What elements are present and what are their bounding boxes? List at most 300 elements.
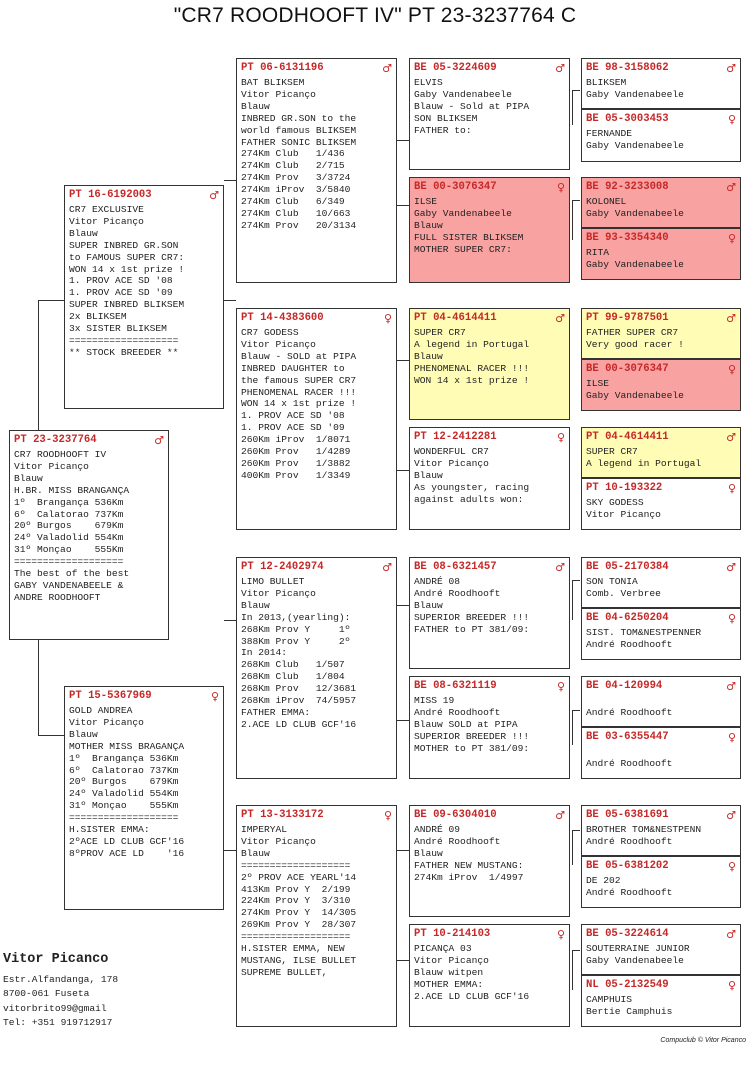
ring-number [586, 481, 662, 496]
pedigree-line: 3x SISTER BLIKSEM [69, 323, 167, 335]
ring-code: 08-6321119 [433, 680, 497, 692]
pedigree-line: 6º Calatorao 737Km [69, 764, 179, 776]
ring-number [69, 689, 152, 704]
ring-number-header [586, 927, 736, 942]
pedigree-line: 268Km Prov Y 1º [241, 623, 351, 635]
connector-line [224, 180, 236, 181]
pedigree-line: MOTHER EMMA: [414, 978, 484, 990]
country-code: BE [586, 62, 599, 74]
pedigree-card-ggg-16 [581, 975, 741, 1027]
pedigree-line: FATHER to: [414, 124, 472, 136]
pedigree-line: 1º Brangança 536Km [69, 752, 179, 764]
pedigree-line: Gaby Vandenabeele [586, 954, 684, 966]
pedigree-line: WON 14 x 1st prize ! [69, 263, 185, 275]
ring-number-header [586, 808, 736, 823]
country-code: PT [69, 690, 82, 702]
connector-line [224, 620, 236, 621]
pedigree-card-sire-sire [236, 58, 397, 283]
female-symbol-icon: ♀ [556, 181, 565, 194]
pedigree-card-gg-8 [409, 924, 570, 1027]
country-code: BE [414, 680, 427, 692]
pedigree-line: SKY GODESS [586, 497, 644, 508]
pedigree-line: As youngster, racing [414, 481, 530, 493]
pedigree-card-ggg-6 [581, 359, 741, 411]
pedigree-card-ggg-11 [581, 676, 741, 727]
ring-number [414, 61, 497, 76]
pedigree-line: 274Km iProv 3/5840 [241, 184, 351, 196]
connector-line [572, 90, 573, 125]
country-code: PT [69, 189, 82, 201]
ring-number-header [586, 362, 736, 377]
pedigree-line: =================== [241, 859, 351, 871]
country-code: BE [586, 232, 599, 244]
pedigree-line: André Roodhooft [586, 886, 673, 898]
male-symbol-icon: ♂ [726, 181, 736, 194]
pedigree-line: FATHER NEW MUSTANG: [414, 859, 524, 871]
country-code: PT [14, 434, 27, 446]
pedigree-line: Vitor Picanço [241, 587, 316, 599]
pedigree-line: Gaby Vandenabeele [414, 207, 512, 219]
pedigree-line: DE 202 [586, 875, 621, 886]
country-code: BE [586, 928, 599, 940]
male-symbol-icon: ♂ [726, 312, 736, 325]
pedigree-line: A legend in Portugal [414, 338, 530, 350]
pedigree-line: 2.ACE LD CLUB GCF'16 [414, 990, 530, 1002]
pedigree-line: H.SISTER EMMA: [69, 824, 150, 836]
pedigree-line: Blauw [69, 227, 98, 239]
pedigree-line: Blauw - Sold at PIPA [414, 100, 530, 112]
male-symbol-icon: ♂ [555, 561, 565, 574]
pedigree-line [586, 746, 736, 758]
male-symbol-icon: ♂ [154, 434, 164, 447]
ring-number [414, 927, 490, 942]
ring-code: 16-6192003 [88, 189, 152, 201]
country-code: PT [241, 312, 254, 324]
pedigree-line: 268Km iProv 74/5957 [241, 695, 357, 707]
pedigree-line: ** STOCK BREEDER ** [69, 346, 179, 358]
country-code: BE [414, 809, 427, 821]
ring-code: 03-6355447 [605, 731, 669, 743]
pedigree-line: MOTHER MISS BRAGANÇA [69, 740, 185, 752]
pedigree-line: 274Km Club 2/715 [241, 160, 345, 172]
ring-number-header [14, 433, 164, 448]
pedigree-line: SUPER INBRED BLIKSEM [69, 299, 185, 311]
female-symbol-icon: ♀ [727, 232, 736, 245]
ring-number-header [241, 560, 392, 575]
pedigree-line: FERNANDE [586, 128, 633, 139]
ring-code: 12-2412281 [433, 431, 497, 443]
pedigree-line: INBRED GR.SON to the [241, 112, 357, 124]
country-code: BE [414, 181, 427, 193]
ring-number-header [586, 231, 736, 246]
pedigree-line: 2.ACE LD CLUB GCF'16 [241, 718, 357, 730]
ring-code: 08-6321457 [433, 561, 497, 573]
ring-number-header [69, 689, 219, 704]
pedigree-line: CR7 ROODHOOFT IV [14, 449, 107, 460]
owner-email: vitorbrito99@gmail [3, 1002, 107, 1014]
pedigree-card-sire-dam [236, 308, 397, 530]
connector-line [572, 200, 580, 201]
ring-number-header [414, 560, 565, 575]
pedigree-line: 274Km Club 10/663 [241, 207, 351, 219]
connector-line [572, 200, 573, 240]
male-symbol-icon: ♂ [555, 809, 565, 822]
pedigree-card-gg-5 [409, 557, 570, 669]
ring-code: 00-3076347 [433, 181, 497, 193]
pedigree-line: André Roodhooft [414, 835, 501, 847]
pedigree-line: GABY VANDENABEELE & [14, 579, 124, 591]
owner-contact-block [3, 952, 203, 1031]
ring-code: 93-3354340 [605, 232, 669, 244]
pedigree-line: FULL SISTER BLIKSEM [414, 231, 524, 243]
pedigree-line: Blauw [241, 100, 270, 112]
female-symbol-icon: ♀ [556, 431, 565, 444]
connector-line [572, 830, 573, 865]
pedigree-line: PHENOMENAL RACER !!! [414, 362, 530, 374]
ring-number [586, 927, 669, 942]
country-code: BE [586, 561, 599, 573]
ring-number-header [586, 180, 736, 195]
male-symbol-icon: ♂ [209, 189, 219, 202]
pedigree-card-sire [64, 185, 224, 409]
pedigree-line: Blauw [241, 599, 270, 611]
connector-line [38, 300, 39, 430]
country-code: BE [586, 731, 599, 743]
pedigree-line: 2x BLIKSEM [69, 311, 127, 323]
country-code: PT [414, 431, 427, 443]
connector-line [572, 580, 573, 620]
pedigree-line: BLIKSEM [586, 77, 627, 88]
pedigree-card-ggg-3 [581, 177, 741, 228]
footer-credit: Compuclub © Vitor Picanco [660, 1037, 746, 1044]
ring-code: 05-2132549 [605, 979, 669, 991]
pedigree-card-ggg-5 [581, 308, 741, 359]
ring-number-header [586, 560, 736, 575]
pedigree-line: MISS 19 [414, 695, 455, 706]
pedigree-line: In 2013,(yearling): [241, 611, 351, 623]
pedigree-line: BROTHER TOM&NESTPENN [586, 824, 702, 835]
ring-number [69, 188, 152, 203]
ring-number-header [414, 430, 565, 445]
pedigree-line: 260Km iProv 1/8071 [241, 434, 351, 446]
pedigree-line: ANDRÉ 09 [414, 824, 461, 835]
country-code: PT [586, 431, 599, 443]
ring-number [586, 112, 669, 127]
connector-line [572, 710, 580, 711]
male-symbol-icon: ♂ [555, 62, 565, 75]
country-code: BE [586, 181, 599, 193]
ring-code: 10-214103 [433, 928, 491, 940]
pedigree-line: the famous SUPER CR7 [241, 374, 357, 386]
ring-number [414, 808, 497, 823]
pedigree-line: Vitor Picanço [241, 338, 316, 350]
ring-number [586, 978, 669, 993]
country-code: BE [414, 561, 427, 573]
female-symbol-icon: ♀ [727, 612, 736, 625]
pedigree-line: INBRED DAUGHTER to [241, 362, 345, 374]
pedigree-line: CR7 GODESS [241, 327, 299, 338]
pedigree-line: Vitor Picanço [69, 215, 144, 227]
pedigree-line: Blauw - SOLD at PIPA [241, 350, 357, 362]
connector-line [572, 950, 580, 951]
country-code: PT [414, 928, 427, 940]
ring-number-header [241, 61, 392, 76]
pedigree-line: 268Km Club 1/507 [241, 659, 345, 671]
pedigree-line: ELVIS [414, 77, 443, 88]
connector-line [38, 735, 64, 736]
ring-number [586, 808, 669, 823]
pedigree-line: Very good racer ! [586, 338, 684, 350]
ring-code: 05-6381691 [605, 809, 669, 821]
ring-number [586, 311, 669, 326]
connector-line [572, 830, 580, 831]
pedigree-line: 2ºACE LD CLUB GCF'16 [69, 835, 185, 847]
female-symbol-icon: ♀ [727, 113, 736, 126]
pedigree-card-ggg-10 [581, 608, 741, 660]
pedigree-line [586, 695, 736, 707]
pedigree-line: Blauw [414, 469, 443, 481]
pedigree-line: Gaby Vandenabeele [414, 88, 512, 100]
pedigree-card-ggg-8 [581, 478, 741, 530]
ring-number-header [586, 61, 736, 76]
country-code: PT [241, 62, 254, 74]
pedigree-card-ggg-15 [581, 924, 741, 975]
pedigree-card-gg-3 [409, 308, 570, 420]
ring-number [414, 560, 497, 575]
owner-address: Estr.Alfandanga, 178 [3, 974, 119, 985]
connector-line [572, 580, 580, 581]
connector-line [397, 140, 409, 141]
pedigree-line: H.BR. MISS BRANGANÇA [14, 484, 130, 496]
female-symbol-icon: ♀ [383, 312, 392, 325]
pedigree-line: Vitor Picanço [414, 954, 489, 966]
pedigree-line: Blauw witpen [414, 966, 484, 978]
pedigree-line: WONDERFUL CR7 [414, 446, 489, 457]
ring-code: 06-6131196 [260, 62, 324, 74]
ring-code: 05-3224609 [433, 62, 497, 74]
owner-phone: Tel: +351 919712917 [3, 1017, 113, 1029]
pedigree-card-ggg-12 [581, 727, 741, 779]
ring-code: 09-6304010 [433, 809, 497, 821]
pedigree-line: Blauw [414, 599, 443, 611]
pedigree-line: SUPER CR7 [414, 327, 466, 338]
connector-line [397, 470, 409, 471]
pedigree-line: 274Km Club 1/436 [241, 148, 345, 160]
female-symbol-icon: ♀ [556, 680, 565, 693]
pedigree-line: LIMO BULLET [241, 576, 305, 587]
male-symbol-icon: ♂ [726, 62, 736, 75]
pedigree-line: against adults won: [414, 493, 524, 505]
pedigree-card-ggg-13 [581, 805, 741, 856]
ring-number [414, 311, 497, 326]
female-symbol-icon: ♀ [727, 363, 736, 376]
pedigree-line: =================== [69, 812, 179, 824]
ring-code: 05-6381202 [605, 860, 669, 872]
pedigree-line: Gaby Vandenabeele [586, 207, 684, 219]
male-symbol-icon: ♂ [726, 809, 736, 822]
pedigree-card-dam [64, 686, 224, 910]
pedigree-line: Blauw [414, 350, 443, 362]
ring-number [414, 430, 497, 445]
ring-code: 12-2402974 [260, 561, 324, 573]
pedigree-line: 274Km Prov 20/3134 [241, 219, 357, 231]
pedigree-line: BAT BLIKSEM [241, 77, 305, 88]
ring-number-header [586, 611, 736, 626]
country-code: BE [586, 612, 599, 624]
ring-code: 14-4383600 [260, 312, 324, 324]
pedigree-line: Gaby Vandenabeele [586, 139, 684, 151]
pedigree-line: 31º Monçao 555Km [14, 544, 124, 556]
pedigree-card-gg-6 [409, 676, 570, 779]
pedigree-line: 31º Monçao 555Km [69, 800, 179, 812]
pedigree-line: 274Km iProv 1/4997 [414, 871, 524, 883]
pedigree-line: WON 14 x 1st prize ! [414, 374, 530, 386]
pedigree-line: 1. PROV ACE SD '08 [241, 410, 345, 422]
ring-code: 04-4614411 [433, 312, 497, 324]
ring-number-header [241, 808, 392, 823]
pedigree-line: FATHER EMMA: [241, 706, 311, 718]
pedigree-line: Blauw [241, 847, 270, 859]
ring-number [414, 679, 497, 694]
pedigree-line: André Roodhooft [586, 638, 673, 650]
pedigree-line: MOTHER SUPER CR7: [414, 243, 512, 255]
pedigree-line: SON BLIKSEM [414, 112, 478, 124]
pedigree-card-ggg-14 [581, 856, 741, 908]
pedigree-line: SOUTERRAINE JUNIOR [586, 943, 690, 954]
ring-code: 04-4614411 [605, 431, 669, 443]
pedigree-line: Comb. Verbree [586, 587, 661, 599]
ring-number [241, 808, 324, 823]
ring-code: 13-3133172 [260, 809, 324, 821]
pedigree-line: 268Km Prov 12/3681 [241, 683, 357, 695]
ring-number [586, 362, 669, 377]
male-symbol-icon: ♂ [726, 928, 736, 941]
country-code: PT [586, 312, 599, 324]
pedigree-card-ggg-9 [581, 557, 741, 608]
ring-code: 05-3003453 [605, 113, 669, 125]
pedigree-line: Vitor Picanço [14, 460, 89, 472]
country-code: NL [586, 979, 599, 991]
country-code: PT [586, 482, 599, 494]
ring-number-header [586, 430, 736, 445]
pedigree-line: 24º Valadolid 554Km [69, 788, 179, 800]
female-symbol-icon: ♀ [556, 928, 565, 941]
connector-line [397, 605, 409, 606]
male-symbol-icon: ♂ [555, 312, 565, 325]
ring-number [586, 61, 669, 76]
ring-number [586, 231, 669, 246]
pedigree-line: 20º Burgos 679Km [69, 776, 179, 788]
ring-code: 99-9787501 [605, 312, 669, 324]
pedigree-card-subject [9, 430, 169, 640]
country-code: BE [586, 363, 599, 375]
ring-number-header [586, 112, 736, 127]
pedigree-line: 1º Brangança 536Km [14, 496, 124, 508]
pedigree-line: André Roodhooft [414, 706, 501, 718]
country-code: BE [586, 113, 599, 125]
ring-code: 92-3233008 [605, 181, 669, 193]
connector-line [397, 720, 409, 721]
pedigree-card-gg-2 [409, 177, 570, 283]
pedigree-card-ggg-4 [581, 228, 741, 280]
pedigree-line: MUSTANG, ILSE BULLET [241, 954, 357, 966]
ring-code: 98-3158062 [605, 62, 669, 74]
pedigree-line: ANDRÉ 08 [414, 576, 461, 587]
pedigree-line: Vitor Picanço [69, 716, 144, 728]
pedigree-line: ILSE [414, 196, 438, 207]
pedigree-line: 1. PROV ACE SD '09 [69, 287, 173, 299]
female-symbol-icon: ♀ [727, 482, 736, 495]
ring-number [586, 430, 669, 445]
pedigree-line: MOTHER to PT 381/09: [414, 742, 530, 754]
ring-code: 04-120994 [605, 680, 663, 692]
pedigree-line: PHENOMENAL RACER !!! [241, 386, 357, 398]
pedigree-line: KOLONEL [586, 196, 627, 207]
pedigree-line: Vitor Picanço [586, 508, 661, 520]
ring-code: 15-5367969 [88, 690, 152, 702]
connector-line [38, 300, 64, 301]
pedigree-line: André Roodhooft [586, 706, 673, 718]
pedigree-line: 224Km Prov Y 3/310 [241, 895, 351, 907]
pedigree-line: =================== [69, 334, 179, 346]
ring-number-header [414, 927, 565, 942]
pedigree-line: FATHER SUPER CR7 [586, 327, 679, 338]
connector-line [397, 205, 409, 206]
pedigree-line: world famous BLIKSEM [241, 124, 357, 136]
pedigree-line: 269Km Prov Y 28/307 [241, 919, 357, 931]
pedigree-card-ggg-7 [581, 427, 741, 478]
male-symbol-icon: ♂ [382, 561, 392, 574]
male-symbol-icon: ♂ [726, 680, 736, 693]
ring-number [241, 311, 324, 326]
pedigree-line: André Roodhooft [586, 757, 673, 769]
pedigree-line: 8ºPROV ACE LD '16 [69, 847, 185, 859]
ring-number-header [586, 481, 736, 496]
pedigree-line: FATHER to PT 381/09: [414, 623, 530, 635]
pedigree-line: 400Km Prov 1/3349 [241, 469, 351, 481]
pedigree-line: WON 14 x 1st prize ! [241, 398, 357, 410]
pedigree-line: Blauw [14, 472, 43, 484]
pedigree-line: Vitor Picanço [241, 835, 316, 847]
pedigree-line: Bertie Camphuis [586, 1005, 673, 1017]
pedigree-line: 6º Calatorao 737Km [14, 508, 124, 520]
pedigree-line: to FAMOUS SUPER CR7: [69, 251, 185, 263]
pedigree-line: 1. PROV ACE SD '09 [241, 422, 345, 434]
ring-number [241, 61, 324, 76]
pedigree-line: A legend in Portugal [586, 457, 702, 469]
pedigree-card-gg-1 [409, 58, 570, 170]
ring-code: 05-3224614 [605, 928, 669, 940]
pedigree-line: 274Km Prov 3/3724 [241, 172, 351, 184]
ring-number-header [414, 311, 565, 326]
pedigree-line: Blauw [414, 219, 443, 231]
pedigree-line: =================== [241, 931, 351, 943]
ring-code: 23-3237764 [33, 434, 97, 446]
pedigree-line: André Roodhooft [414, 587, 501, 599]
pedigree-line: 268Km Club 1/804 [241, 671, 345, 683]
female-symbol-icon: ♀ [727, 979, 736, 992]
ring-number-header [69, 188, 219, 203]
owner-city: 8700-061 Fuseta [3, 988, 90, 1000]
connector-line [572, 90, 580, 91]
connector-line [224, 300, 236, 301]
connector-line [38, 640, 39, 735]
country-code: PT [241, 809, 254, 821]
pedigree-line: SUPER INBRED GR.SON [69, 239, 179, 251]
pedigree-line: FATHER SONIC BLIKSEM [241, 136, 357, 148]
ring-code: 00-3076347 [605, 363, 669, 375]
ring-number-header [414, 679, 565, 694]
